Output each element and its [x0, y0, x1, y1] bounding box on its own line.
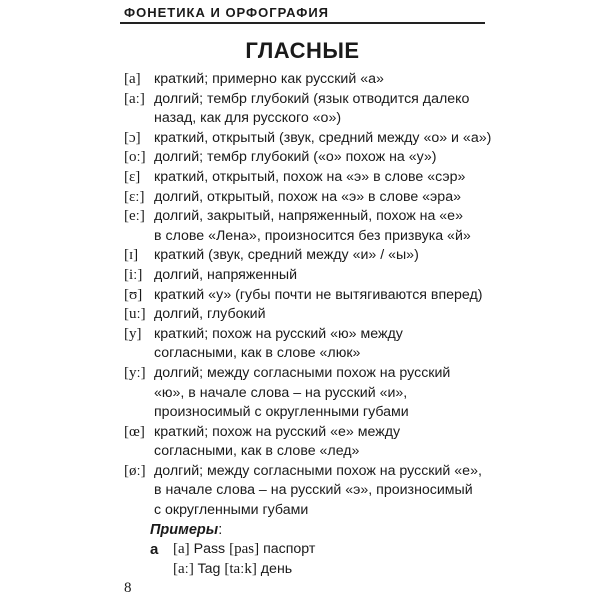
description-line: долгий; между согласными похож на русский [154, 364, 451, 381]
ipa-symbol: [uː] [124, 306, 146, 323]
vowel-entry [124, 305, 484, 325]
ipa-symbol: [ɪ] [124, 247, 139, 264]
vowel-entry [124, 168, 484, 188]
description-line: краткий; примерно как русский «а» [154, 71, 384, 87]
vowel-entry [124, 462, 484, 521]
ipa-symbol: [eː] [124, 208, 145, 225]
ipa-symbol: [aː] [124, 90, 145, 107]
running-header [120, 4, 485, 24]
description-line: краткий; похож на русский «ю» между согласными, как в слове «люк» [154, 325, 403, 362]
vowel-entry [124, 207, 484, 246]
ipa-symbol: [œ] [124, 423, 145, 440]
ipa-symbol: [ʊ] [124, 286, 143, 303]
ipa-symbol: [ɛ] [124, 168, 141, 185]
examples-block [150, 521, 480, 579]
examples-heading [150, 521, 480, 540]
vowel-entry [124, 129, 492, 149]
example-word: Pass [193, 541, 226, 557]
ipa-symbol: [ɛː] [124, 188, 145, 205]
example-row [150, 540, 480, 560]
vowel-list [124, 70, 492, 521]
description-line: долгий, закрытый, напряженный, похож на «е» [154, 208, 463, 225]
description-line: краткий, открытый, похож на «э» в слове «сэр» [154, 168, 466, 185]
vowel-entry [124, 364, 484, 423]
ipa-symbol: [ɔ] [124, 129, 141, 146]
description-line: «ю», в начале слова – на русский «и», произносимый с округленными губами [154, 384, 409, 421]
example-ipa: [a] [173, 541, 190, 557]
vowel-entry [124, 148, 484, 168]
vowel-entry [124, 188, 484, 208]
description-line: долгий; между согласными похож на русский «е», [154, 462, 482, 479]
example-translation: день [260, 560, 293, 577]
vowel-entry [124, 286, 484, 306]
example-letter: а [150, 541, 159, 558]
description-line: долгий; тембр глубокий (язык отводится далеко [154, 90, 470, 107]
description-line: в слове «Лена», произносится без призвука «й» [154, 227, 471, 244]
description-line: долгий, напряженный [154, 266, 298, 283]
description-line: краткий, открытый (звук, средний между «о» и «а») [154, 129, 492, 146]
description-line: долгий, открытый, похож на «э» в слове «эра» [154, 188, 461, 205]
example-word: Tag [197, 560, 221, 577]
ipa-symbol: [øː] [124, 462, 146, 479]
page-number: 8 [124, 580, 132, 596]
description-line: долгий; тембр глубокий («о» похож на «у») [154, 149, 437, 166]
description-line: в начале слова – на русский «э», произносимый [154, 482, 473, 499]
description-line: назад, как для русского «о») [154, 110, 342, 127]
examples-title: Примеры [150, 522, 219, 538]
description-line: краткий (звук, средний между «и» / «ы») [154, 247, 419, 264]
vowel-entry [124, 70, 484, 90]
ipa-symbol: [oː] [124, 149, 146, 166]
description-line: с округленными губами [154, 502, 309, 519]
examples-colon: : [218, 522, 223, 538]
example-transcription: [taːk] [224, 560, 257, 577]
vowel-entry [124, 325, 484, 364]
section-title: ГЛАСНЫЕ [245, 38, 360, 63]
vowel-entry [124, 266, 484, 286]
example-ipa: [aː] [173, 560, 194, 577]
vowel-entry [124, 423, 484, 462]
example-translation: паспорт [263, 541, 316, 557]
running-header-title: ФОНЕТИКА И ОРФОГРАФИЯ [124, 5, 330, 20]
example-transcription: [pas] [229, 541, 260, 557]
ipa-symbol: [iː] [124, 266, 143, 283]
description-line: долгий, глубокий [154, 306, 266, 323]
vowel-entry [124, 246, 484, 266]
description-line: краткий; похож на русский «е» между согласными, как в слове «лед» [154, 423, 401, 460]
ipa-symbol: [yː] [124, 364, 146, 381]
vowel-entry [124, 90, 484, 129]
description-line: краткий «у» (губы почти не вытягиваются вперед) [154, 286, 483, 303]
ipa-symbol: [a] [124, 71, 141, 87]
example-row [150, 560, 480, 580]
ipa-symbol: [y] [124, 325, 142, 342]
